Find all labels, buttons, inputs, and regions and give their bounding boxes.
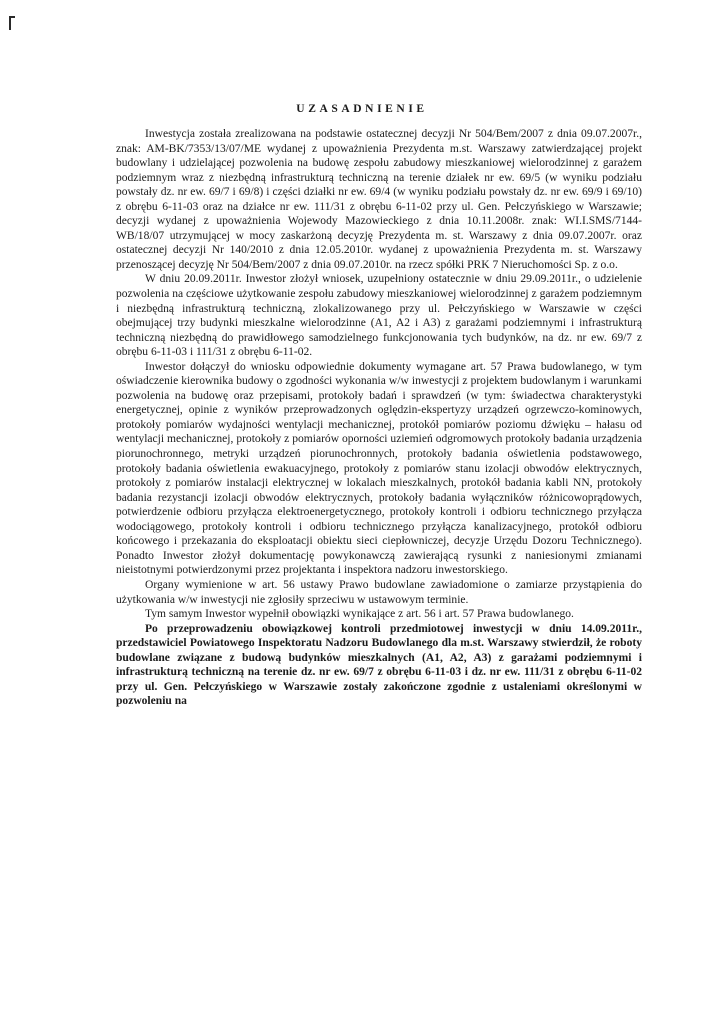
paragraph-authorities: Organy wymienione w art. 56 ustawy Prawo budowlane zawiadomione o zamiarze przystąpienia do użytkowania w/w inwestycji nie zgłosiły sprzeciwu w ustawowym terminie. [116,578,642,606]
scan-corner-mark [9,16,11,30]
paragraph-inspection: Po przeprowadzeniu obowiązkowej kontroli przedmiotowej inwestycji w dniu 14.09.2011r., przedstawiciel Powiatowego Inspektoratu Nadzoru Budowlanego dla m.st. Warszawy stwierdził, że roboty budowlane związane z budową budynków mieszkalnych (A1, A2, A3) z garażami podziemnymi i infrastrukturą techniczną na terenie dz. nr ew. 69/7 z obrębu 6-11-03 i dz. nr ew. 111/31 z obrębu 6-11-02 przy ul. Gen. Pełczyńskiego w Warszawie zostały zakończone zgodnie z ustaleniami określonymi w pozwoleniu na [116,622,642,708]
paragraph-application: W dniu 20.09.2011r. Inwestor złożył wniosek, uzupełniony ostatecznie w dniu 29.09.2011r., o udzielenie pozwolenia na częściowe użytkowanie zespołu zabudowy mieszkaniowej wielorodzinnej z garażem podziemnym i niezbędną infrastrukturą techniczną, zlokalizowanego przy ul. Pełczyńskiego w Warszawie w części obejmującej trzy budynki mieszkalne wielorodzinne (A1, A2 i A3) z garażami podziemnymi i infrastrukturą techniczną niezbędną do prawidłowego samodzielnego funkcjonowania tych budynków, na dz. nr ew. 69/7 z obrębu 6-11-03 i 111/31 z obrębu 6-11-02. [116,273,642,359]
paragraph-obligations: Tym samym Inwestor wypełnił obowiązki wynikające z art. 56 i art. 57 Prawa budowlanego. [145,608,574,621]
document-body [116,127,642,709]
paragraph-investment-basis: Inwestycja została zrealizowana na podstawie ostatecznej decyzji Nr 504/Bem/2007 z dnia 09.07.2007r., znak: AM-BK/7353/13/07/ME wydanej z upoważnienia Prezydenta m.st. Warszawy zatwierdzającej projekt budowlany i udzielającej pozwolenia na budowę zespołu zabudowy mieszkaniowej wielorodzinnej z garażem podziemnym wraz z niezbędną infrastrukturą techniczną na terenie działek nr ew. 69/5 (w wyniku podziału powstały dz. nr ew. 69/7 i 69/8) i części działki nr ew. 69/4 (w wyniku podziału powstały dz. nr ew. 69/9 i 69/10) z obrębu 6-11-03 oraz na działce nr ew. 111/31 z obrębu 6-11-02 przy ul. Gen. Pełczyńskiego w Warszawie; decyzji wydanej z upoważnienia Wojewody Mazowieckiego z dnia 10.11.2008r. znak: WI.I.SMS/7144-WB/18/07 utrzymującej w mocy zaskarżoną decyzję Prezydenta m. st. Warszawy z dnia 09.07.2007r. oraz ostatecznej decyzji Nr 140/2010 z dnia 12.05.2010r. wydanej z upoważnienia Prezydenta m. st. Warszawy przenoszącej decyzję Nr 504/Bem/2007 z dnia 09.07.2010r. na rzecz spółki PRK 7 Nieruchomości Sp. z o.o. [116,128,642,271]
paragraph-documents: Inwestor dołączył do wniosku odpowiednie dokumenty wymagane art. 57 Prawa budowlanego, w tym oświadczenie kierownika budowy o zgodności wykonania w/w inwestycji z projektem budowlanym i warunkami pozwolenia na budowę oraz przepisami, protokoły badań i sprawdzeń (w tym: świadectwa charakterystyki energetycznej, opinie z wyników przeprowadzonych oględzin-ekspertyzy urządzeń ogrzewczo-kominowych, protokoły pomiarów wydajności wentylacji mechanicznej, protokół pomiarów poziomu dźwięku – hałasu od wentylacji mechanicznej, protokoły z pomiarów oporności uziemień odgromowych protokoły badania urządzenia piorunochronnego, metryki urządzeń piorunochronnych, protokoły badania oświetlenia podstawowego, protokoły badania oświetlenia ewakuacyjnego, protokoły z pomiarów stanu izolacji obwodów elektrycznych, protokoły z pomiarów instalacji elektrycznej w lokalach mieszkalnych, protokół badania kabli NN, protokoły badania rezystancji izolacji obwodów elektrycznych, protokoły badania wyłączników różnicowoprądowych, potwierdzenie odbioru przyłącza elektroenergetycznego, protokoły kontroli i odbioru technicznego przyłącza wodociągowego, protokoły kontroli i odbioru technicznego przyłącza kanalizacyjnego, protokół odbioru końcowego i przekazania do eksploatacji obiektu sieci ciepłowniczej, decyzje Urzędu Dozoru Technicznego). Ponadto Inwestor złożył dokumentację powykonawczą zawierającą rysunki z naniesionymi zmianami nieistotnymi potwierdzonymi przez projektanta i inspektora nadzoru inwestorskiego. [116,360,642,577]
document-title: UZASADNIENIE [296,103,428,115]
